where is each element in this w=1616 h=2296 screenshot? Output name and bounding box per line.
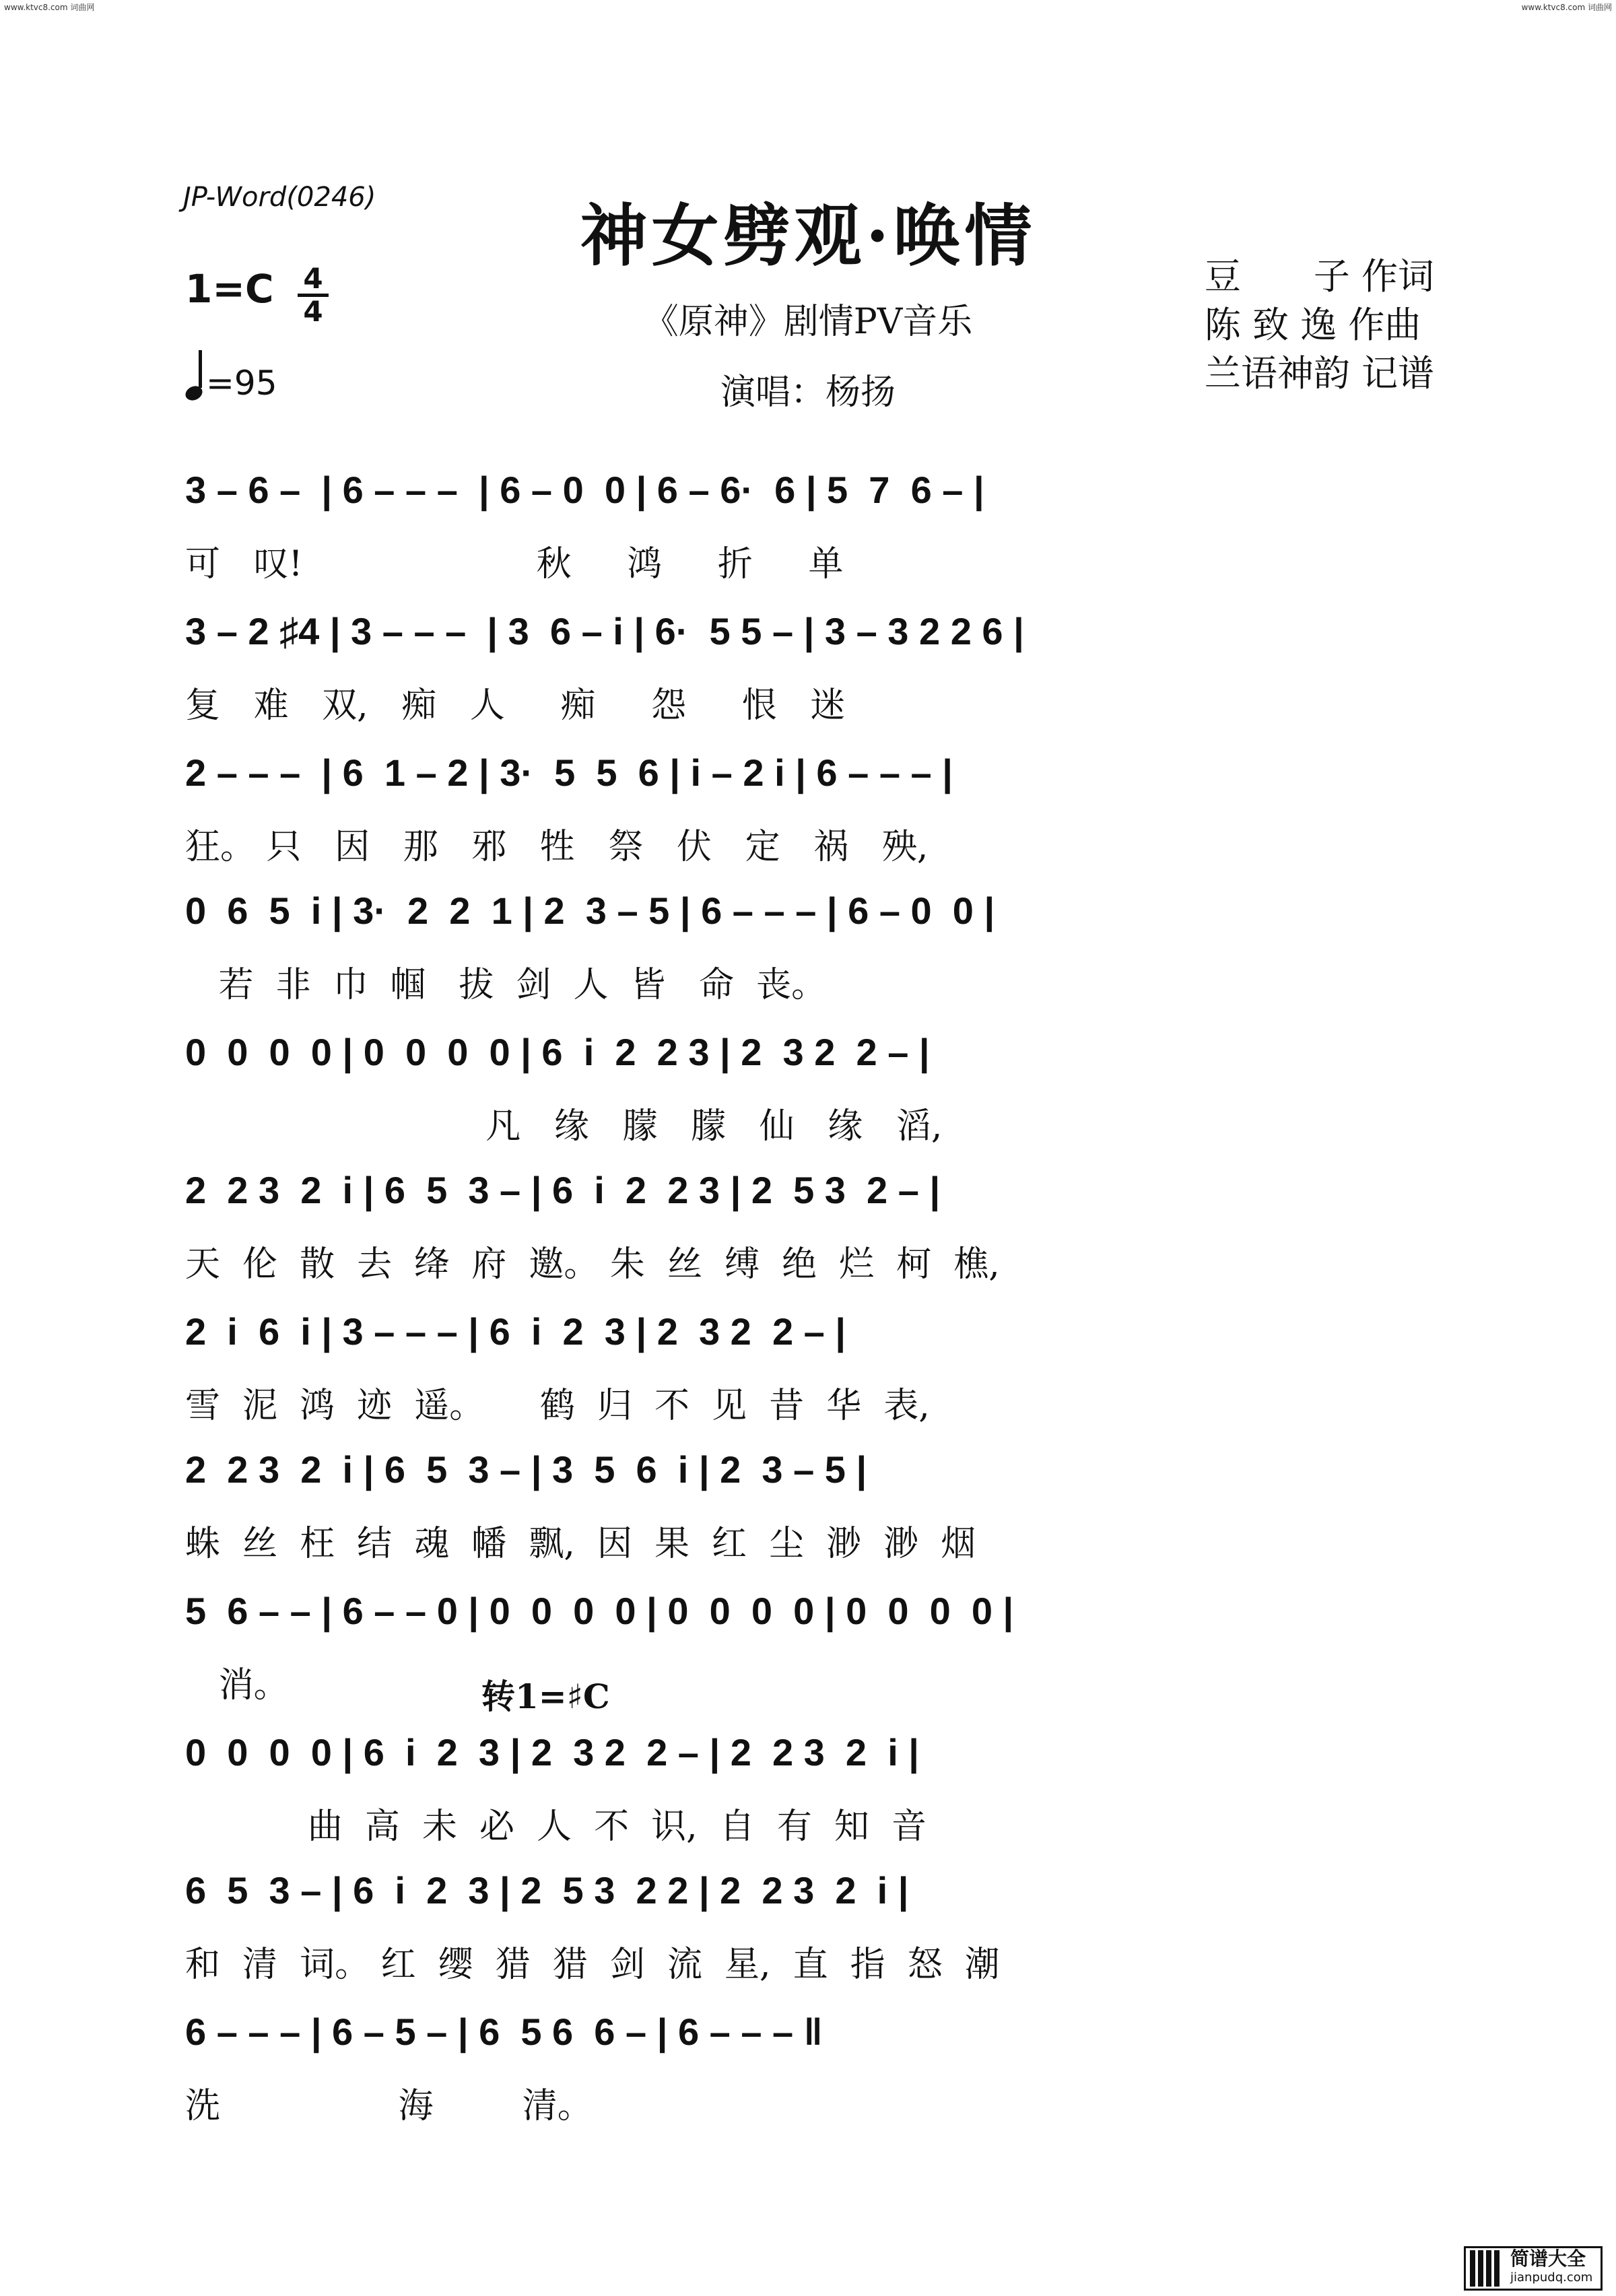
credits <box>1205 252 1434 398</box>
score-code: JP-Word(0246) <box>183 182 376 213</box>
corner-watermark-left: www.ktvc8.com 词曲网 <box>4 3 95 12</box>
notation-row: 2 i 6 i | 3 – – – | 6 i 2 3 | 2 3 2 2 – | <box>185 1310 846 1353</box>
lyric-row: 狂。 只 因 那 邪 牲 祭 伏 定 祸 殃, <box>185 827 929 867</box>
lyric-row: 凡 缘 朦 朦 仙 缘 滔, <box>185 1106 943 1147</box>
score-line <box>185 1168 1434 1285</box>
lyric-row: 曲 高 未 必 人 不 识, 自 有 知 音 <box>185 1807 927 1847</box>
notation-row: 0 6 5 i | 3· 2 2 1 | 2 3 – 5 | 6 – – – | 6 – 0 0 | <box>185 889 995 932</box>
score-line <box>185 889 1434 1005</box>
notation-row: 5 6 – – | 6 – – 0 | 0 0 0 0 | 0 0 0 0 | 0 0 0 0 | <box>185 1590 1014 1632</box>
notation-row: 3 – 6 – | 6 – – – | 6 – 0 0 | 6 – 6· 6 | 5 7 6 – | <box>185 469 984 511</box>
score-line <box>185 1730 1434 1847</box>
key-change: 转1=♯C <box>481 1677 610 1716</box>
page-title: 神女劈观·唤情 <box>580 196 1036 275</box>
score-line <box>185 1868 1434 1985</box>
score-line <box>185 1310 1434 1426</box>
notation-row: 6 – – – | 6 – 5 – | 6 5 6 6 – | 6 – – – ‖ <box>185 2011 823 2053</box>
notation-row: 2 2 3 2 i | 6 5 3 – | 6 i 2 2 3 | 2 5 3 2 – | <box>185 1169 941 1211</box>
lyric-row: 复 难 双, 痴 人 痴 怨 恨 迷 <box>185 685 846 726</box>
credit-transcriber: 兰语神韵 记谱 <box>1204 352 1434 395</box>
score-line <box>185 751 1434 867</box>
tempo-value: =95 <box>206 364 277 403</box>
logo-name: 简谱大全 <box>1510 2248 1586 2270</box>
notation-row: 0 0 0 0 | 6 i 2 3 | 2 3 2 2 – | 2 2 3 2 i | <box>185 1731 919 1774</box>
score-line <box>185 468 1434 584</box>
key-signature: 1=C <box>185 266 274 312</box>
credit-composer: 陈 致 逸 作曲 <box>1204 304 1421 346</box>
lyric-row: 雪 泥 鸿 迹 遥。 鹤 归 不 见 昔 华 表, <box>185 1386 930 1426</box>
score-line <box>185 1030 1434 1147</box>
site-logo <box>1464 2246 1603 2291</box>
piano-keys-icon <box>1466 2250 1510 2287</box>
lyric-row: 天 伦 散 去 绛 府 邀。 朱 丝 缚 绝 烂 柯 樵, <box>185 1244 1000 1285</box>
credit-lyricist: 豆 子 作词 <box>1204 255 1434 298</box>
subtitle: 《原神》剧情PV音乐 <box>643 302 973 342</box>
lyric-row: 消。 <box>185 1665 289 1706</box>
singer: 演唱：杨扬 <box>720 372 896 413</box>
lyric-row: 可 叹! 秋 鸿 折 单 <box>185 544 844 584</box>
corner-watermark-right: www.ktvc8.com 词曲网 <box>1521 3 1612 12</box>
lyric-row: 和 清 词。 红 缨 猎 猎 剑 流 星, 直 指 怒 潮 <box>185 1945 1000 1985</box>
score-line <box>185 1448 1434 1564</box>
time-top: 4 <box>303 262 323 295</box>
score-line <box>185 609 1434 726</box>
lyric-row: 蛛 丝 枉 结 魂 幡 飘, 因 果 红 尘 渺 渺 烟 <box>185 1524 976 1564</box>
time-bottom: 4 <box>303 295 323 328</box>
notation-row: 3 – 2 ♯4 | 3 – – – | 3 6 – i | 6· 5 5 – | 3 – 3 2 2 6 | <box>185 610 1024 652</box>
notation-row: 0 0 0 0 | 0 0 0 0 | 6 i 2 2 3 | 2 3 2 2 – | <box>185 1031 930 1073</box>
logo-url: jianpudq.com <box>1510 2270 1593 2285</box>
lyric-row: 若 非 巾 帼 拔 剑 人 皆 命 丧。 <box>185 965 827 1005</box>
notation-row: 2 – – – | 6 1 – 2 | 3· 5 5 6 | i – 2 i | 6 – – – | <box>185 751 953 794</box>
lyric-row: 洗 海 清。 <box>185 2086 593 2126</box>
score-line <box>185 2010 1434 2126</box>
notation-row: 6 5 3 – | 6 i 2 3 | 2 5 3 2 2 | 2 2 3 2 i | <box>185 1869 909 1912</box>
notation-row: 2 2 3 2 i | 6 5 3 – | 3 5 6 i | 2 3 – 5 | <box>185 1448 867 1491</box>
